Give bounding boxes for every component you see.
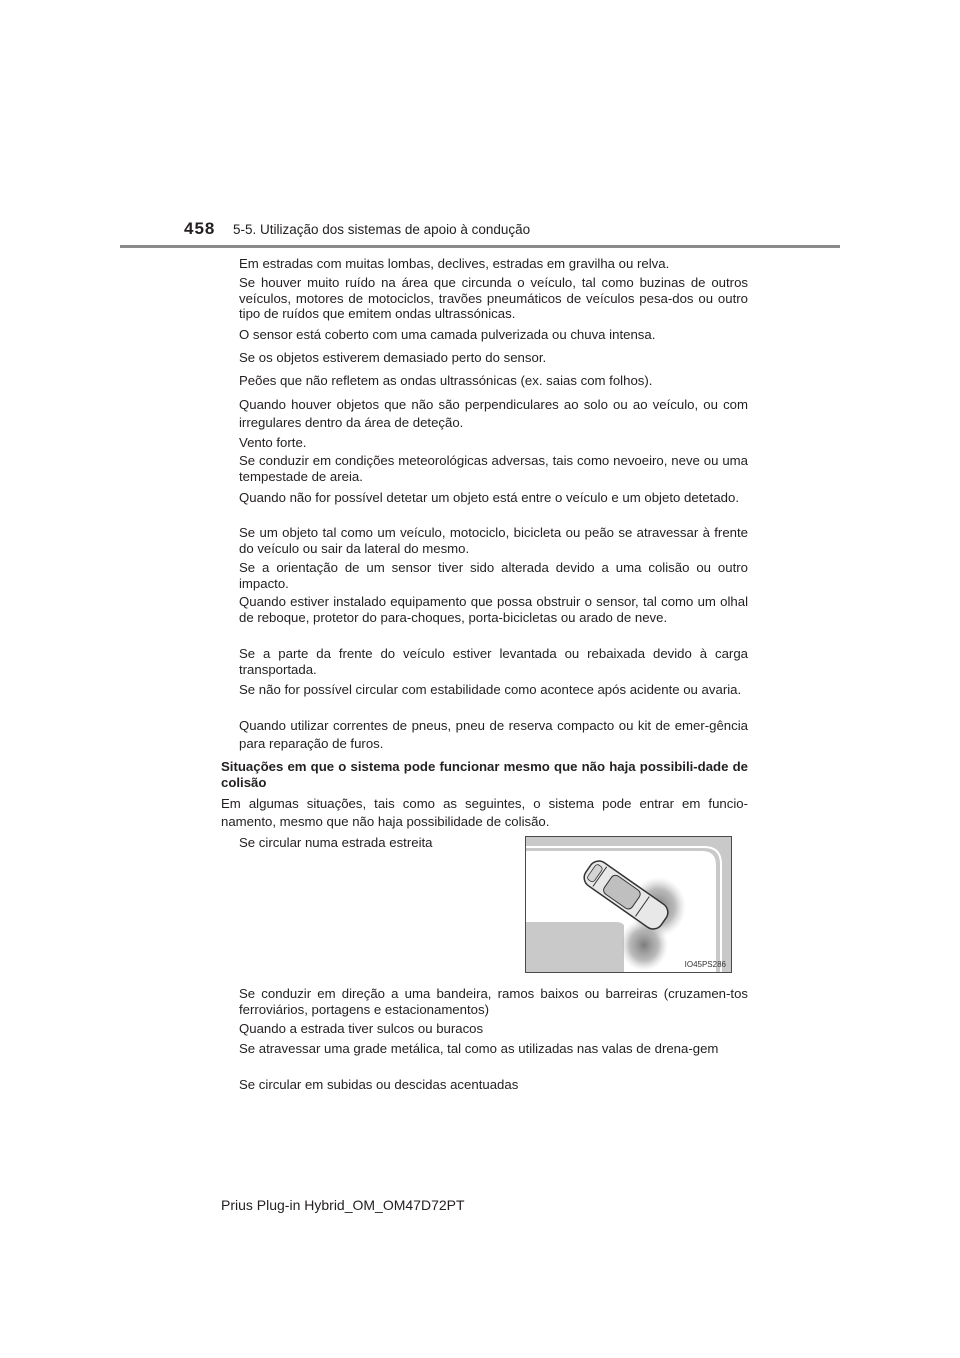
header-divider bbox=[120, 245, 840, 248]
list-item: Se não for possível circular com estabilidade como acontece após acidente ou avaria. bbox=[239, 682, 742, 697]
list-item: Se atravessar uma grade metálica, tal como as utilizadas nas valas de drena-gem bbox=[239, 1041, 719, 1056]
list-item: Se conduzir em direção a uma bandeira, ramos baixos ou barreiras (cruzamen-tos ferroviários, portagens e estacionamentos) bbox=[239, 986, 748, 1017]
list-item: Vento forte. bbox=[239, 435, 307, 450]
list-item: Se os objetos estiverem demasiado perto do sensor. bbox=[239, 350, 547, 365]
document-footer: Prius Plug-in Hybrid_OM_OM47D72PT bbox=[221, 1197, 465, 1213]
list-item: Quando a estrada tiver sulcos ou buracos bbox=[239, 1021, 484, 1036]
intro-paragraph: Em algumas situações, tais como as seguintes, o sistema pode entrar em funcio-namento, mesmo que não haja possibilidade de colisão. bbox=[221, 796, 748, 829]
list-item: Quando estiver instalado equipamento que possa obstruir o sensor, tal como um olhal de reboque, protetor do para-choques, porta-bicicletas ou arado de neve. bbox=[239, 594, 748, 625]
section-title: 5-5. Utilização dos sistemas de apoio à condução bbox=[233, 222, 531, 237]
list-item: Se houver muito ruído na área que circunda o veículo, tal como buzinas de outros veículos, motores de motociclos, travões pneumáticos de veículos pesa-dos ou outro tipo de ruídos que emitem ondas ultrassónicas. bbox=[239, 275, 748, 321]
subheading: Situações em que o sistema pode funcionar mesmo que não haja possibili-dade de colisão bbox=[221, 759, 748, 790]
list-item: Quando houver objetos que não são perpendiculares ao solo ou ao veículo, ou com irregulares dentro da área de deteção. bbox=[239, 397, 748, 430]
list-item: Se conduzir em condições meteorológicas adversas, tais como nevoeiro, neve ou uma tempestade de areia. bbox=[239, 453, 748, 484]
list-item: Em estradas com muitas lombas, declives, estradas em gravilha ou relva. bbox=[239, 256, 670, 271]
figure-code: IO45PS286 bbox=[684, 960, 726, 969]
road-diagram-graphic bbox=[526, 837, 731, 972]
list-item: Se a parte da frente do veículo estiver levantada ou rebaixada devido à carga transportada. bbox=[239, 646, 748, 677]
list-item: O sensor está coberto com uma camada pulverizada ou chuva intensa. bbox=[239, 327, 656, 342]
list-item: Se a orientação de um sensor tiver sido alterada devido a uma colisão ou outro impacto. bbox=[239, 560, 748, 591]
list-item: Se circular em subidas ou descidas acentuadas bbox=[239, 1077, 519, 1092]
figure-caption: Se circular numa estrada estreita bbox=[239, 835, 433, 850]
list-item: Quando não for possível detetar um objeto está entre o veículo e um objeto detetado. bbox=[239, 490, 739, 505]
list-item: Peões que não refletem as ondas ultrassónicas (ex. saias com folhos). bbox=[239, 373, 653, 388]
list-item: Se um objeto tal como um veículo, motociclo, bicicleta ou peão se atravessar à frente do veículo ou sair da lateral do mesmo. bbox=[239, 525, 748, 556]
page-number: 458 bbox=[184, 219, 216, 238]
narrow-road-illustration bbox=[525, 836, 732, 973]
list-item: Quando utilizar correntes de pneus, pneu de reserva compacto ou kit de emer-gência para reparação de furos. bbox=[239, 718, 748, 751]
